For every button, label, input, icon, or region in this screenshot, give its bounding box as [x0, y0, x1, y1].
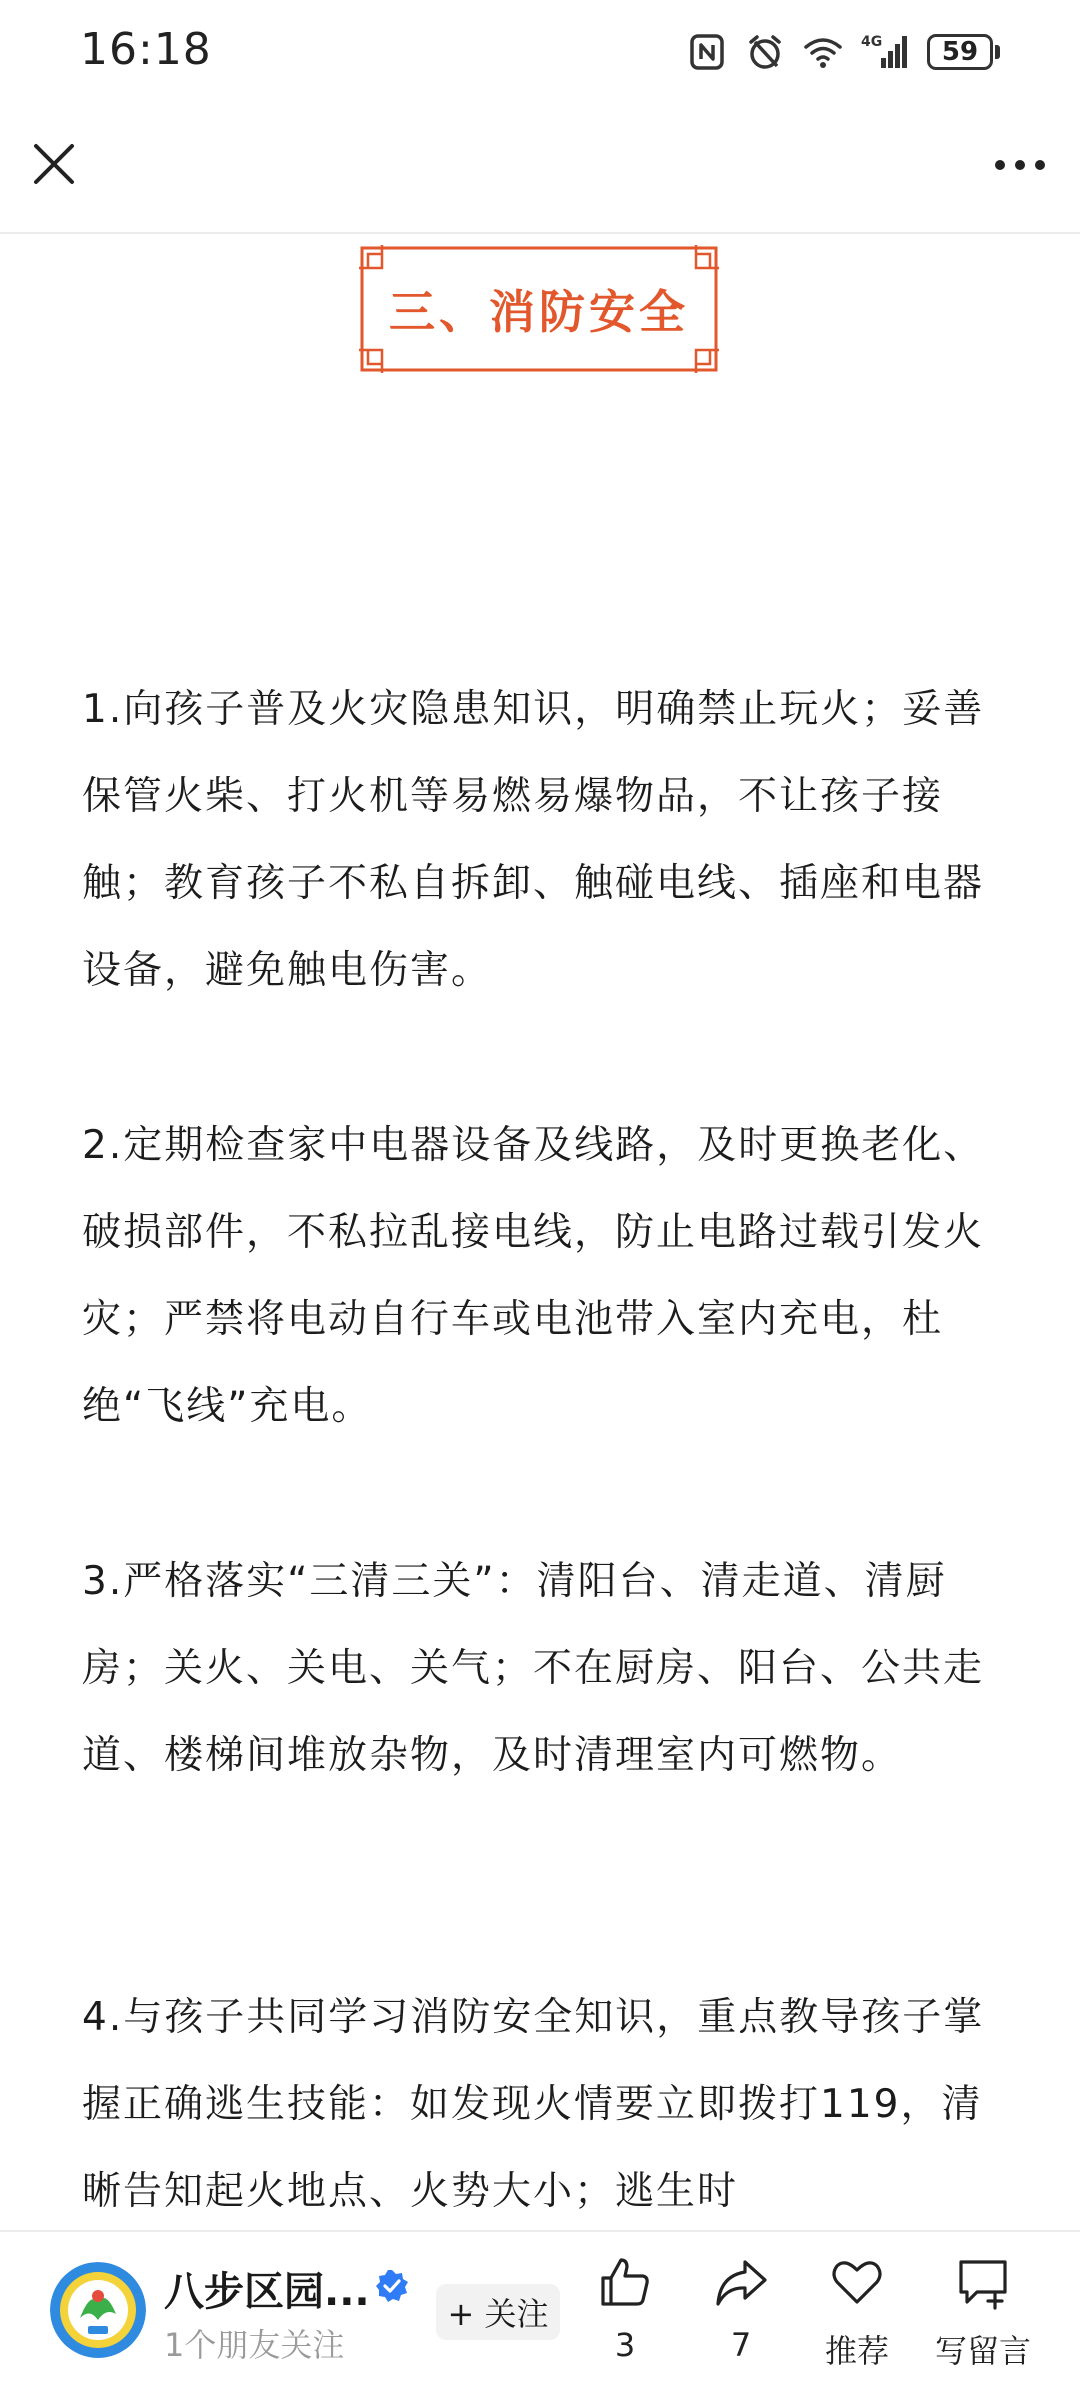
bottom-action-bar [0, 2230, 1080, 2390]
followers-count: 1个朋友关注 [164, 2326, 345, 2364]
alarm-icon [745, 32, 785, 72]
comment-button[interactable] [918, 2254, 1048, 2380]
paragraph-2: 2.定期检查家中电器设备及线路，及时更换老化、破损部件，不私拉乱接电线，防止电路过载引发火灾；严禁将电动自行车或电池带入室内充电，杜绝“飞线”充电。 [82, 1123, 985, 1429]
signal-icon [861, 32, 909, 72]
share-count: 7 [730, 2326, 752, 2364]
verified-badge-icon [374, 2268, 410, 2304]
section-title-box [358, 244, 720, 374]
recommend-label: 推荐 [824, 2332, 889, 2370]
like-count: 3 [614, 2326, 636, 2364]
wifi-icon [803, 32, 843, 72]
comment-add-icon [955, 2254, 1011, 2310]
network-type: 4G [861, 34, 883, 50]
more-icon[interactable] [990, 140, 1050, 190]
nav-bar [0, 100, 1080, 234]
paragraph-4: 4.与孩子共同学习消防安全知识，重点教导孩子掌握正确逃生技能：如发现火情要立即拨打119，清晰告知起火地点、火势大小；逃生时 [82, 1995, 985, 2214]
comment-label: 写留言 [934, 2332, 1031, 2370]
paragraph-3: 3.严格落实“三清三关”：清阳台、清走道、清厨房；关火、关电、关气；不在厨房、阳台、公共走道、楼梯间堆放杂物，及时清理室内可燃物。 [82, 1559, 985, 1778]
status-time: 16:18 [80, 24, 212, 75]
paragraph-1: 1.向孩子普及火灾隐患知识，明确禁止玩火；妥善保管火柴、打火机等易燃易爆物品，不让孩子接触；教育孩子不私自拆卸、触碰电线、插座和电器设备，避免触电伤害。 [82, 687, 985, 993]
status-bar [0, 0, 1080, 100]
thumbs-up-icon [597, 2254, 653, 2310]
account-avatar[interactable] [50, 2262, 146, 2358]
heart-icon [829, 2254, 885, 2310]
section-title: 三、消防安全 [389, 285, 689, 339]
nfc-icon [687, 32, 727, 72]
article-body [0, 234, 1080, 2230]
follow-button[interactable]: + 关注 [436, 2284, 560, 2340]
like-button[interactable] [570, 2254, 680, 2380]
status-icons [687, 30, 1000, 74]
recommend-button[interactable] [802, 2254, 912, 2380]
battery-icon [927, 34, 1000, 70]
account-name[interactable]: 八步区园... [164, 2269, 370, 2315]
share-icon [713, 2254, 769, 2310]
battery-level: 59 [927, 34, 993, 70]
close-icon[interactable] [28, 138, 80, 190]
share-button[interactable] [686, 2254, 796, 2380]
